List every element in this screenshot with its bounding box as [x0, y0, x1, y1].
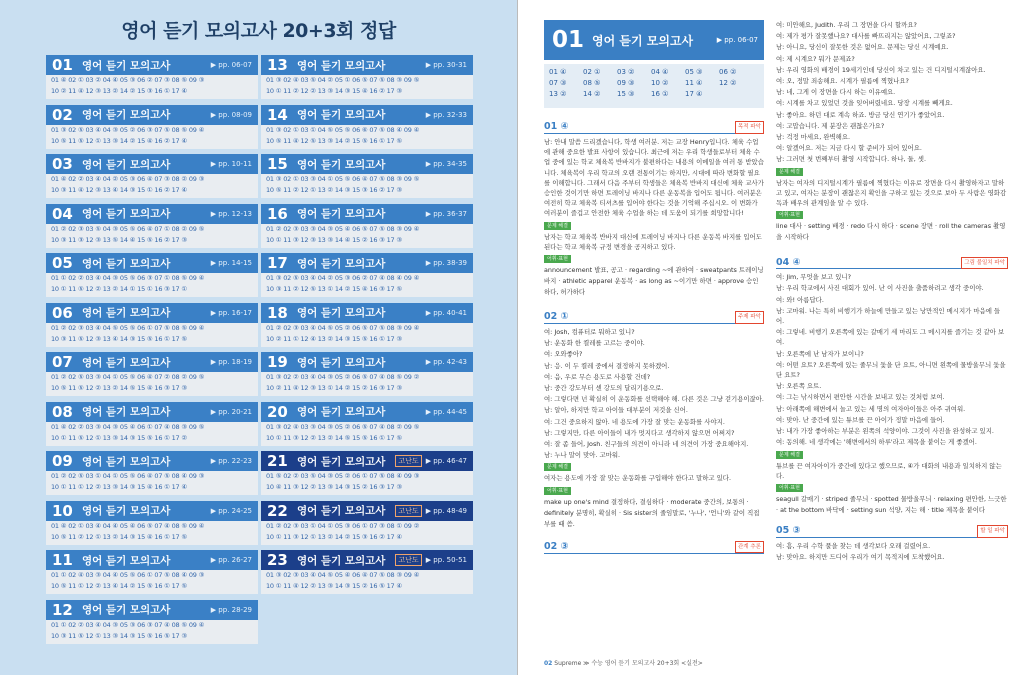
- answer-card-header: [46, 402, 258, 422]
- answer-row: 10 ③ 11 ③ 12 ③ 13 ⑤ 14 ④ 15 ⑤ 16 ② 17 ③: [51, 235, 187, 244]
- script-line: 여: 제가 평가 잘못했나요? 대사를 빠뜨리지는 않았어요, 그렇죠?: [776, 32, 956, 41]
- answer-card: [261, 154, 473, 198]
- answer-card-header: [261, 352, 473, 372]
- answer-row: 01 ② 02 ③ 03 ③ 04 ③ 05 ④ 06 ⑤ 07 ⑤ 08 ③ 09 ④: [266, 224, 420, 233]
- script-line: 여: 흠, 우리 수학 풀을 찾는 데 생각보다 오래 걸렸어요.: [776, 541, 931, 550]
- solution-badge: 문제 해결: [776, 168, 803, 176]
- test-number: 02: [52, 105, 73, 124]
- answer-row: 01 ② 02 ③ 03 ⑤ 04 ③ 05 ⑤ 06 ④ 07 ① 08 ② 09 ⑤: [51, 224, 205, 233]
- answer-row: 01 ④ 02 ② 03 ③ 04 ③ 05 ④ 06 ① 07 ④ 08 ③ 09 ⑤: [51, 422, 205, 431]
- answer-card: [46, 600, 258, 644]
- column-right: [776, 20, 1008, 563]
- answer-item: 03 ②: [617, 68, 635, 76]
- script-line: 남: 좋아요. 하던 대로 계속 하죠. 방금 당신 연기가 좋았어요.: [776, 110, 945, 119]
- question-type-badge: 주제 파악: [735, 311, 764, 323]
- answer-row: 01 ② 02 ③ 03 ① 04 ① 05 ③ 06 ① 07 ③ 08 ① 09 ②: [266, 521, 420, 530]
- answer-row: 01 ③ 02 ③ 03 ④ 04 ⑤ 05 ④ 06 ④ 07 ⑤ 08 ③ 09 ④: [266, 571, 420, 579]
- test-title: 영어 듣기 모의고사: [297, 455, 386, 468]
- script-line: 여: 그는 낚시하면서 편안한 시간을 보내고 있는 것처럼 보여.: [776, 393, 945, 402]
- answer-row: 10 ② 11 ④ 12 ③ 13 ① 14 ② 15 ② 16 ③ 17 ③: [266, 384, 402, 392]
- script-line: 여: 오와좋아?: [544, 350, 583, 359]
- answer-card: [261, 303, 473, 347]
- test-number: 20: [267, 402, 288, 421]
- answer-row: 01 ③ 02 ④ 03 ③ 04 ③ 05 ② 06 ⑤ 07 ④ 08 ② 09 ⑤: [266, 422, 420, 431]
- test-number: 16: [267, 204, 288, 223]
- question-type-badge: 할 일 파악: [977, 525, 1008, 537]
- answer-row: 10 ① 11 ④ 12 ② 13 ③ 14 ③ 15 ② 16 ⑤ 17 ④: [266, 582, 402, 590]
- page-range: ▶ pp. 22-23: [210, 457, 252, 465]
- test-title: 영어 듣기 모의고사: [82, 109, 171, 121]
- answer-item: 05 ③: [685, 68, 703, 76]
- vocab-text: make up one's mind 결정하다, 결심하다 · moderate 중간의, 보통의 · definitely 분명히, 확실히 · Sis sister의 줄임말로, '누나', '언니'와 같이 직접 부를 때 씀.: [544, 497, 760, 528]
- answer-row: 01 ③ 02 ⑤ 03 ④ 04 ③ 05 ② 06 ③ 07 ⑤ 08 ⑤ 09 ④: [51, 125, 205, 134]
- test-title: 영어 듣기 모의고사: [82, 604, 171, 616]
- script-line: 여: 어떤 요트? 오른쪽에 있는 줄무늬 돛을 단 요트, 아니면 왼쪽에 물방울무늬 돛을 단 요트?: [776, 360, 1006, 380]
- answer-card-header: [46, 501, 258, 521]
- vocab-badge: 어휘·표현: [544, 255, 571, 263]
- test-title: 영어 듣기 모의고사: [82, 59, 171, 72]
- script-line: 여: 고맙습니다. 제 분장은 괜찮은가요?: [776, 121, 885, 130]
- test-number: 09: [52, 452, 73, 470]
- page-number: 02: [544, 660, 553, 667]
- answer-item: 11 ④: [685, 79, 703, 87]
- answer-card-header: [261, 154, 473, 174]
- script-line: 남: 알아, 하지만 학교 아이들 대부분이 저것을 신어.: [544, 406, 688, 415]
- answer-item: 09 ③: [617, 79, 635, 87]
- script-line: 남: 누나 말이 맞아. 고마워.: [544, 451, 621, 460]
- answer-row: 10 ① 11 ① 12 ② 13 ③ 14 ③ 15 ④ 16 ① 17 ④: [51, 483, 187, 491]
- test-title: 영어 듣기 모의고사: [592, 33, 694, 48]
- test-number: 21: [267, 452, 288, 470]
- footer-text: Supreme ≫ 수능 영어 듣기 모의고사 20+3회 <실전>: [554, 660, 703, 667]
- question-number: 02 ①: [544, 311, 569, 323]
- answer-row: 10 ⑤ 11 ⑤ 12 ② 13 ② 14 ⑤ 15 ④ 16 ③ 17 ③: [51, 384, 187, 392]
- question-number: 04 ④: [776, 256, 801, 268]
- page-range: ▶ pp. 46-47: [425, 457, 467, 465]
- answer-row: 10 ① 11 ⑤ 12 ① 13 ③ 14 ③ 15 ⑤ 16 ① 17 ②: [51, 433, 187, 442]
- question-type-badge: 목적 파악: [735, 121, 764, 133]
- answer-card-header: [46, 105, 258, 125]
- page-range: ▶ pp. 16-17: [210, 308, 252, 317]
- page-range: ▶ pp. 38-39: [425, 259, 467, 267]
- answer-card: [46, 451, 258, 495]
- answer-card: [46, 204, 258, 248]
- answer-card-header: [261, 303, 473, 323]
- answer-card: [261, 105, 473, 149]
- answer-row: 10 ③ 11 ⑤ 12 ① 13 ③ 14 ③ 15 ⑤ 16 ⑤ 17 ③: [51, 631, 187, 640]
- answer-card: [46, 550, 258, 594]
- script-line: 여: 맞아. 난 중간에 있는 튜브를 끈 아이가 정말 마음에 들어.: [776, 415, 945, 424]
- answer-grid: [544, 64, 764, 108]
- answer-card: [261, 253, 473, 297]
- page-range: ▶ pp. 32-33: [425, 110, 467, 119]
- script-line: 남: 걱정 마세요, 완벽해요.: [776, 133, 851, 142]
- solution-text: 남자는 학교 체육복 반바지 대신에 트레이닝 바지나 다른 운동복 바지를 입어도 된다는 학교 체육복 규정 변경을 공지하고 있다.: [544, 232, 762, 251]
- script-line: 남: 응. 이 두 켤레 중에서 결정하지 못하겠어.: [544, 361, 670, 370]
- answer-card-header: [46, 204, 258, 224]
- answer-card-header: [261, 550, 473, 570]
- answer-row: 10 ① 11 ③ 12 ② 13 ② 14 ⑤ 15 ⑤ 16 ① 17 ⑤: [266, 433, 402, 442]
- answer-row: 10 ⑤ 11 ⑤ 12 ① 13 ③ 14 ② 15 ④ 16 ② 17 ④: [51, 136, 187, 145]
- test-number: 23: [267, 551, 288, 569]
- answer-row: 01 ② 02 ③ 03 ④ 04 ⑤ 05 ⑤ 06 ① 07 ⑤ 08 ⑤ 09 ④: [51, 323, 205, 332]
- question-header: [544, 122, 764, 134]
- page-range: ▶ pp. 50-51: [425, 556, 467, 564]
- test-number: 14: [267, 105, 288, 124]
- question-type-badge: 관계 추론: [735, 541, 764, 553]
- answer-item: 08 ⑤: [583, 79, 601, 87]
- answer-card-header: [46, 303, 258, 323]
- question-number: 05 ③: [776, 525, 801, 537]
- script-line: 여: 음, 우로 무슨 용도로 사용할 건데?: [544, 372, 651, 381]
- answer-card: [46, 105, 258, 149]
- answer-card-header: [46, 55, 258, 75]
- answer-item: 13 ②: [549, 90, 567, 98]
- answer-item: 04 ④: [651, 68, 669, 76]
- script-line: 남: 오른쪽 요트.: [776, 382, 822, 391]
- test-number: 15: [267, 155, 288, 173]
- answer-card: [46, 303, 258, 347]
- question-header: [544, 542, 764, 554]
- column-left: [544, 118, 764, 557]
- script-text: 남: 안내 말씀 드리겠습니다, 학생 여러분. 저는 교장 Henry입니다. 체육 수업에 관해 중요한 발표 사항이 있습니다. 최근에 저는 우리 학생들로부터 체육 수업 중에 있는 학교 체육복 반바지가 불편하다는 내용의 이메일을 여러 통 받았습니다. 체육복이 우리 학교의 오랜 전통이기는 하지만, 시대에 따라 변화할 필요를 이해합니다. 그래서 다음 주부터 학생들은 체육복 반바지 대신에 체육 교사가 승인한 것이기만 하면 트레이닝 바지나 다른 운동복을 입어도 됩니다. 여러분은 여전히 학교 체육복 티셔츠를 입어야 한다는 것을 기억해 주십시오. 이 변화가 여러분이 즐겁고 안전한 체육 수업을 하는 데 도움이 되기를 희망합니다!: [544, 138, 764, 218]
- test-header: [544, 20, 764, 60]
- page-range: ▶ pp. 14-15: [210, 259, 252, 267]
- test-number: 01: [551, 27, 584, 53]
- answer-row: 01 ① 02 ④ 03 ③ 04 ④ 05 ⑤ 06 ① 07 ⑤ 08 ④ 09 ③: [51, 571, 205, 579]
- test-number: 12: [52, 600, 73, 619]
- test-number: 17: [267, 254, 288, 272]
- answer-row: 10 ⑤ 11 ② 12 ① 13 ② 14 ③ 15 ④ 16 ① 17 ⑤: [51, 532, 187, 541]
- answer-card: [261, 501, 473, 545]
- answer-row: 10 ④ 11 ③ 12 ② 13 ③ 14 ③ 15 ② 16 ③ 17 ③: [266, 483, 402, 491]
- answer-item: 10 ②: [651, 79, 669, 87]
- answer-row: 10 ③ 11 ② 12 ⑤ 13 ① 14 ② 15 ④ 16 ③ 17 ⑤: [266, 285, 402, 293]
- script-line: 여: 동의해. 네 생각에는 '해변에서의 하루'라고 제목을 붙이는 게 좋겠어.: [776, 438, 977, 447]
- test-number: 04: [52, 204, 73, 223]
- answer-card: [46, 402, 258, 446]
- script-line: 남: 우리 학교에서 사진 대회가 있어. 난 이 사진을 출품하려고 생각 중이야.: [776, 284, 984, 293]
- answer-row: 10 ① 11 ③ 12 ① 13 ② 14 ② 15 ③ 16 ② 17 ④: [266, 532, 402, 541]
- script-line: 여: 잘 좀 들어, Josh. 친구들의 의견이 아니라 네 의견이 가장 중요해야지.: [544, 440, 749, 449]
- test-title: 영어 듣기 모의고사: [297, 158, 386, 171]
- answer-row: 01 ② 02 ⑤ 03 ① 04 ① 05 ⑤ 06 ④ 07 ⑤ 08 ④ 09 ③: [51, 472, 205, 480]
- script-line: 여: 그렇네. 비행기 오른쪽에 있는 갈매기 세 마리도 그 메시지를 즐기는 것 같아 보여.: [776, 328, 1005, 347]
- page-range: ▶ pp. 40-41: [425, 308, 467, 317]
- answer-row: 01 ③ 02 ④ 03 ⑤ 04 ② 05 ① 06 ⑤ 07 ⑤ 08 ③ 09 ⑤: [266, 76, 420, 84]
- script-line: 남: 네, 그게 이 장면을 다시 하는 이유예요.: [776, 88, 896, 97]
- answer-card: [261, 204, 473, 248]
- answer-card: [46, 55, 258, 99]
- answer-item: 17 ④: [685, 90, 703, 98]
- page-range: ▶ pp. 08-09: [210, 110, 252, 119]
- script-line: 여: 오, 정말 죄송해요. 시계가 필름에 찍혔나요?: [776, 77, 909, 86]
- test-title: 영어 듣기 모의고사: [297, 257, 386, 270]
- test-title: 영어 듣기 모의고사: [297, 406, 386, 418]
- script-line: 여: Jim, 무엇을 보고 있니?: [776, 273, 851, 282]
- answer-row: 10 ② 11 ④ 12 ③ 13 ② 14 ② 15 ③ 16 ① 17 ④: [51, 87, 187, 95]
- page-range: ▶ pp. 24-25: [210, 506, 252, 515]
- test-number: 08: [52, 402, 73, 421]
- test-title: 영어 듣기 모의고사: [82, 406, 171, 418]
- vocab-badge: 어휘·표현: [776, 484, 803, 492]
- page-range: ▶ pp. 30-31: [425, 61, 467, 69]
- script-line: 남: 아래쪽에 해변에서 놀고 있는 세 명의 여자아이들은 아주 귀여워.: [776, 404, 966, 413]
- vocab-text: announcement 발표, 공고 · regarding ~에 관하여 · sweatpants 트레이닝 바지 · athletic apparel 운동복 · as long as ~이기만 하면 · approve 승인하다, 허가하다: [544, 266, 764, 297]
- test-title: 영어 듣기 모의고사: [297, 356, 386, 369]
- answer-card-header: [261, 55, 473, 75]
- answer-row: 01 ④ 02 ② 03 ④ 04 ② 05 ③ 06 ④ 07 ③ 08 ② 09 ③: [51, 175, 205, 183]
- question-header: [776, 526, 1008, 538]
- page-range: ▶ pp. 28-29: [210, 605, 252, 614]
- answer-card-header: [261, 451, 473, 471]
- test-title: 영어 듣기 모의고사: [82, 455, 171, 468]
- answer-item: 02 ①: [583, 68, 601, 76]
- answer-row: 01 ① 02 ② 03 ④ 04 ③ 05 ③ 06 ③ 07 ④ 08 ⑤ 09 ④: [51, 620, 205, 629]
- difficulty-tag: 고난도: [395, 505, 421, 517]
- answer-card-header: [46, 451, 258, 471]
- answer-card: [261, 550, 473, 594]
- answer-row: 10 ⑤ 11 ② 12 ① 13 ② 14 ③ 15 ③ 16 ② 17 ③: [266, 186, 402, 194]
- answer-card-header: [261, 253, 473, 273]
- question-number: 02 ③: [544, 541, 569, 553]
- answer-row: 10 ⑤ 11 ① 12 ② 13 ④ 14 ② 15 ⑤ 16 ① 17 ⑤: [51, 582, 187, 590]
- answer-card-header: [261, 105, 473, 125]
- page-range: ▶ pp. 44-45: [425, 407, 467, 416]
- test-title: 영어 듣기 모의고사: [82, 505, 171, 517]
- script-line: 여: 알겠어요. 저는 지금 다시 할 준비가 되어 있어요.: [776, 144, 922, 153]
- page-range: ▶ pp. 26-27: [210, 556, 252, 564]
- test-number: 10: [52, 501, 73, 520]
- answer-card-header: [46, 154, 258, 174]
- explanation-page: [517, 0, 1024, 675]
- test-title: 영어 듣기 모의고사: [82, 257, 171, 270]
- answer-card-header: [46, 253, 258, 273]
- answer-row: 10 ③ 11 ⑤ 12 ③ 13 ④ 14 ③ 15 ⑤ 16 ① 17 ⑤: [51, 334, 187, 343]
- answer-row: 10 ② 11 ① 12 ④ 13 ② 14 ③ 15 ⑤ 16 ① 17 ③: [266, 334, 402, 343]
- script-line: 여: Josh, 컴퓨터로 뭐하고 있니?: [544, 328, 635, 337]
- answer-card-header: [261, 402, 473, 422]
- answer-row: 10 ① 11 ② 12 ② 13 ③ 14 ③ 15 ④ 16 ② 17 ③: [266, 87, 402, 95]
- test-number: 01: [52, 56, 73, 74]
- script-line: 남: 그러면 첫 번째부터 촬영 시작합니다. 하나, 둘, 셋.: [776, 155, 926, 164]
- script-line: 남: 맞아요. 하지만 드디어 우리가 여기 목적지에 도착했어요.: [776, 553, 945, 562]
- test-title: 영어 듣기 모의고사: [297, 554, 386, 567]
- question-number: 01 ④: [544, 121, 569, 133]
- vocab-text: seagull 갈매기 · striped 줄무늬 · spotted 물방울무늬 · relaxing 편안한, 느긋한 · at the bottom 바닥에 · setting sun 석양, 지는 해 · title 제목을 붙이다: [776, 494, 1007, 514]
- page-range: ▶ pp. 10-11: [210, 160, 252, 168]
- answer-row: 01 ③ 02 ① 03 ③ 04 ① 05 ⑤ 06 ④ 07 ⑤ 08 ③ 09 ⑤: [266, 175, 420, 183]
- script-line: 여: 제 시계요? 뭐가 문제죠?: [776, 54, 855, 63]
- test-number: 03: [52, 155, 73, 173]
- answer-item: 15 ③: [617, 90, 635, 98]
- answer-item: 12 ②: [719, 79, 737, 87]
- page-title: 영어 듣기 모의고사 20+3회 정답: [121, 20, 396, 42]
- script-line: 남: 중간 강도부터 센 강도의 달리기용으로.: [544, 384, 664, 393]
- script-line: 여: 그건 중요하지 않아. 네 용도에 가장 잘 맞는 운동화를 사야지.: [544, 417, 725, 426]
- answer-card-header: [46, 550, 258, 570]
- script-line: 남: 내가 가장 좋아하는 부분은 왼쪽의 석양이야. 그것이 사진을 완성하고 있지.: [776, 427, 994, 436]
- page-range: ▶ pp. 34-35: [425, 160, 467, 168]
- test-title: 영어 듣기 모의고사: [82, 554, 171, 567]
- page-range: ▶ pp. 42-43: [425, 358, 467, 366]
- answer-card: [261, 402, 473, 446]
- answer-card-header: [261, 501, 473, 521]
- answer-row: 10 ① 11 ⑤ 12 ② 13 ② 14 ① 15 ① 16 ③ 17 ①: [51, 285, 187, 293]
- answer-card-header: [46, 600, 258, 620]
- script-line: 여: 시계를 차고 있었던 것을 잊어버렸네요. 당장 시계를 빼게요.: [776, 99, 953, 108]
- answer-row: 10 ① 11 ③ 12 ③ 13 ③ 14 ④ 15 ② 16 ③ 17 ③: [266, 235, 402, 244]
- answer-card: [46, 253, 258, 297]
- test-title: 영어 듣기 모의고사: [297, 505, 386, 517]
- test-title: 영어 듣기 모의고사: [82, 158, 171, 171]
- solution-badge: 문제 해결: [544, 222, 571, 230]
- script-line: 남: 운동화 한 켤레를 고르는 중이야.: [544, 339, 645, 348]
- script-line: 여: 그렇다면 넌 확실히 이 운동화를 선택해야 해. 다른 것은 그냥 걷기용이잖아.: [544, 395, 764, 404]
- page-range: ▶ pp. 18-19: [210, 358, 252, 366]
- answer-item: 06 ②: [719, 68, 737, 76]
- solution-badge: 문제 해결: [544, 463, 571, 471]
- test-title: 영어 듣기 모의고사: [82, 356, 171, 369]
- test-title: 영어 듣기 모의고사: [297, 307, 386, 319]
- page-footer: [544, 658, 703, 667]
- solution-text: 튜브를 끈 여자아이가 중간에 있다고 했으므로, ④가 대화의 내용과 일치하지 않는다.: [776, 461, 1002, 480]
- solution-text: 여자는 용도에 가장 잘 맞는 운동화를 구입해야 한다고 말하고 있다.: [544, 474, 731, 483]
- vocab-badge: 어휘·표현: [776, 211, 803, 219]
- page-range: ▶ pp. 48-49: [425, 506, 467, 515]
- answer-row: 01 ② 02 ⑤ 03 ③ 04 ① 05 ⑤ 06 ④ 07 ② 08 ② 09 ⑤: [51, 373, 205, 381]
- difficulty-tag: 고난도: [395, 455, 421, 467]
- page-range: ▶ pp. 20-21: [210, 407, 252, 416]
- answer-card: [261, 451, 473, 495]
- test-number: 05: [52, 254, 73, 272]
- answer-card: [46, 352, 258, 396]
- difficulty-tag: 고난도: [395, 554, 421, 566]
- answer-item: 01 ④: [549, 68, 567, 76]
- answer-row: 01 ③ 02 ① 03 ① 04 ⑤ 05 ⑤ 06 ⑥ 07 ⑤ 08 ④ 09 ④: [266, 125, 420, 134]
- answer-row: 01 ④ 02 ① 03 ④ 04 ④ 05 ④ 06 ⑤ 07 ④ 08 ⑤ 09 ④: [51, 521, 205, 530]
- answer-row: 01 ② 02 ③ 03 ④ 04 ⑤ 05 ② 06 ⑤ 07 ⑤ 08 ③ 09 ④: [266, 323, 420, 332]
- vocab-badge: 어휘·표현: [544, 487, 571, 495]
- script-line: 남: 고마워. 나는 특히 비행기가 하늘에 만들고 있는 낭만적인 메시지가 마음에 들어.: [776, 306, 1001, 326]
- answer-card: [46, 154, 258, 198]
- script-line: 남: 우리 영화의 배경이 19세기인데 당신이 차고 있는 건 디지털시계잖아요.: [776, 65, 986, 74]
- answer-card-header: [46, 352, 258, 372]
- answer-card-header: [261, 204, 473, 224]
- solution-badge: 문제 해결: [776, 451, 803, 459]
- test-title: 영어 듣기 모의고사: [297, 208, 386, 220]
- script-line: 남: 아니요, 당신이 잘못한 것은 없어요. 문제는 당신 시계예요.: [776, 43, 949, 52]
- test-title: 영어 듣기 모의고사: [297, 109, 386, 121]
- answer-row: 10 ⑤ 11 ④ 12 ⑤ 13 ③ 14 ② 15 ⑤ 16 ① 17 ⑤: [266, 136, 402, 145]
- answer-card: [261, 55, 473, 99]
- test-number: 06: [52, 303, 73, 322]
- answer-card: [261, 352, 473, 396]
- script-line: 여: 와! 아름답다.: [776, 295, 824, 304]
- test-number: 11: [52, 551, 73, 569]
- script-line: 남: 그렇지만, 다른 아이들이 내가 멋지다고 생각하지 않으면 어쩌지?: [544, 428, 735, 437]
- answer-row: 01 ④ 02 ① 03 ② 04 ④ 05 ③ 06 ② 07 ③ 08 ⑤ 09 ③: [51, 76, 205, 84]
- test-number: 18: [267, 303, 288, 322]
- answer-row: 10 ③ 11 ④ 12 ③ 13 ④ 14 ③ 15 ① 16 ② 17 ④: [51, 186, 187, 194]
- test-number: 19: [267, 353, 288, 371]
- solution-text: 남자는 여자의 디지털시계가 필름에 찍혔다는 이유로 장면을 다시 촬영하자고 말하고 있고, 여자는 분장이 괜찮은지 확인을 구하고 있는 것으로 보아 두 사람은 영화감독과 배우의 관계임을 알 수 있다.: [776, 178, 1007, 208]
- answer-row: 01 ③ 02 ⑤ 03 ④ 04 ② 05 ③ 06 ② 07 ④ 08 ④ 09 ④: [266, 274, 420, 282]
- question-type-badge: 그림 불일치 파악: [961, 257, 1008, 269]
- answer-item: 16 ①: [651, 90, 669, 98]
- answer-item: 14 ②: [583, 90, 601, 98]
- answer-item: 07 ③: [549, 79, 567, 87]
- test-title: 영어 듣기 모의고사: [82, 208, 171, 220]
- answer-row: 01 ⑤ 02 ② 03 ⑤ 04 ③ 05 ② 06 ① 07 ⑤ 08 ④ 09 ③: [266, 472, 420, 480]
- page-range: ▶ pp. 12-13: [210, 209, 252, 218]
- page-range: ▶ pp. 06-07: [210, 61, 252, 69]
- test-title: 영어 듣기 모의고사: [82, 307, 171, 319]
- test-number: 13: [267, 56, 288, 74]
- test-title: 영어 듣기 모의고사: [297, 59, 386, 72]
- question-header: [544, 312, 764, 324]
- test-number: 22: [267, 501, 288, 520]
- test-number: 07: [52, 353, 73, 371]
- vocab-text: line 대사 · setting 배경 · redo 다시 하다 · scene 장면 · roll the cameras 촬영을 시작하다: [776, 222, 1006, 242]
- page-range: ▶ pp. 06-07: [716, 36, 758, 44]
- script-line: 여: 미안해요, Judith. 우리 그 장면을 다시 할까요?: [776, 21, 917, 29]
- page-range: ▶ pp. 36-37: [425, 209, 467, 218]
- answer-card: [46, 501, 258, 545]
- answer-row: 01 ① 02 ② 03 ④ 04 ③ 05 ⑤ 06 ③ 07 ① 08 ⑤ 09 ④: [51, 274, 205, 282]
- script-line: 남: 오른쪽에 난 남자가 보이니?: [776, 349, 864, 358]
- question-header: [776, 257, 1008, 269]
- answer-row: 01 ③ 02 ② 03 ④ 04 ③ 05 ② 06 ⑤ 07 ④ 08 ⑤ 09 ②: [266, 373, 420, 381]
